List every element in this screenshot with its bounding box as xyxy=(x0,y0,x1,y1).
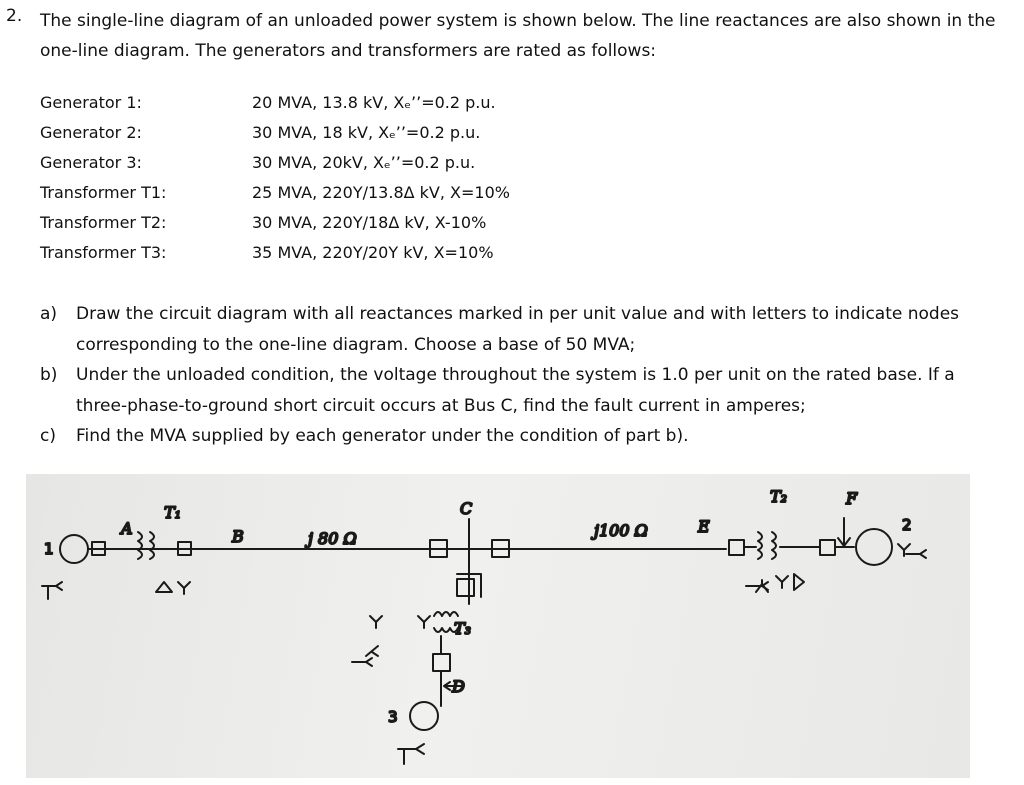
question-intro: The single-line diagram of an unloaded power system is shown below. The line reactances are also shown in the one-line diagram. The generators and transformers are rated as follows: xyxy=(40,11,996,61)
fault-arrow xyxy=(838,518,850,546)
part-text: Draw the circuit diagram with all reactances marked in per unit value and with letters to indicate nodes corresponding to the one-line diagram. Choose a base of 50 MVA; xyxy=(76,304,960,355)
breaker-f-icon xyxy=(820,540,835,555)
line-ce-reactance: j100 Ω xyxy=(594,521,648,540)
one-line-diagram-photo xyxy=(26,474,970,778)
breaker-d-icon xyxy=(433,654,450,671)
question-number: 2. xyxy=(6,6,23,26)
t2-label: T₂ xyxy=(770,487,788,506)
rating-name: Transformer T3: xyxy=(40,243,167,262)
part-letter: c) xyxy=(40,426,56,446)
part-text: Under the unloaded condition, the voltage throughout the system is 1.0 per unit on the rated base. If a three-phase-to-ground short circuit occurs at Bus C, find the fault current in amperes; xyxy=(76,365,955,416)
breaker-e-icon xyxy=(729,540,744,555)
rating-name: Generator 2: xyxy=(40,123,142,142)
question-parts xyxy=(40,299,1010,452)
bus-b-label: B xyxy=(232,527,244,546)
bus-a-label: A xyxy=(121,519,133,538)
generator-2-icon xyxy=(856,529,926,565)
generator-3-icon xyxy=(398,702,438,764)
rating-value: 30 MVA, 18 kV, Xₑ’’=0.2 p.u. xyxy=(252,123,481,142)
transformer-t2-icon xyxy=(746,532,804,592)
rating-name: Generator 1: xyxy=(40,93,142,112)
part-letter: a) xyxy=(40,304,58,324)
rating-value: 25 MVA, 220Y/13.8Δ kV, X=10% xyxy=(252,183,510,202)
question-part-b xyxy=(40,360,1010,421)
part-letter: b) xyxy=(40,365,58,385)
one-line-diagram xyxy=(26,474,970,778)
rating-name: Transformer T2: xyxy=(40,213,167,232)
part-text: Find the MVA supplied by each generator under the condition of part b). xyxy=(76,426,689,446)
t3-label: T₃ xyxy=(454,619,472,638)
rating-value: 30 MVA, 220Y/18Δ kV, X-10% xyxy=(252,213,487,232)
line-bc-reactance: j 80 Ω xyxy=(308,529,357,548)
generator-1-label: 1 xyxy=(44,540,54,558)
question-part-c xyxy=(40,421,1010,452)
bus-d-label: D xyxy=(452,677,465,696)
fault-label: F xyxy=(846,489,858,508)
breaker-t3-icon xyxy=(457,579,474,596)
rating-value: 30 MVA, 20kV, Xₑ’’=0.2 p.u. xyxy=(252,153,476,172)
generator-3-label: 3 xyxy=(388,708,398,726)
transformer-t3-icon xyxy=(352,612,458,666)
bus-c-label: C xyxy=(460,499,473,518)
rating-value: 20 MVA, 13.8 kV, Xₑ’’=0.2 p.u. xyxy=(252,93,496,112)
rating-name: Generator 3: xyxy=(40,153,142,172)
generator-2-label: 2 xyxy=(902,516,912,534)
question-part-a xyxy=(40,299,1010,360)
t1-label: T₁ xyxy=(164,503,182,522)
bus-e-label: E xyxy=(698,517,710,536)
rating-name: Transformer T1: xyxy=(40,183,167,202)
rating-value: 35 MVA, 220Y/20Y kV, X=10% xyxy=(252,243,494,262)
